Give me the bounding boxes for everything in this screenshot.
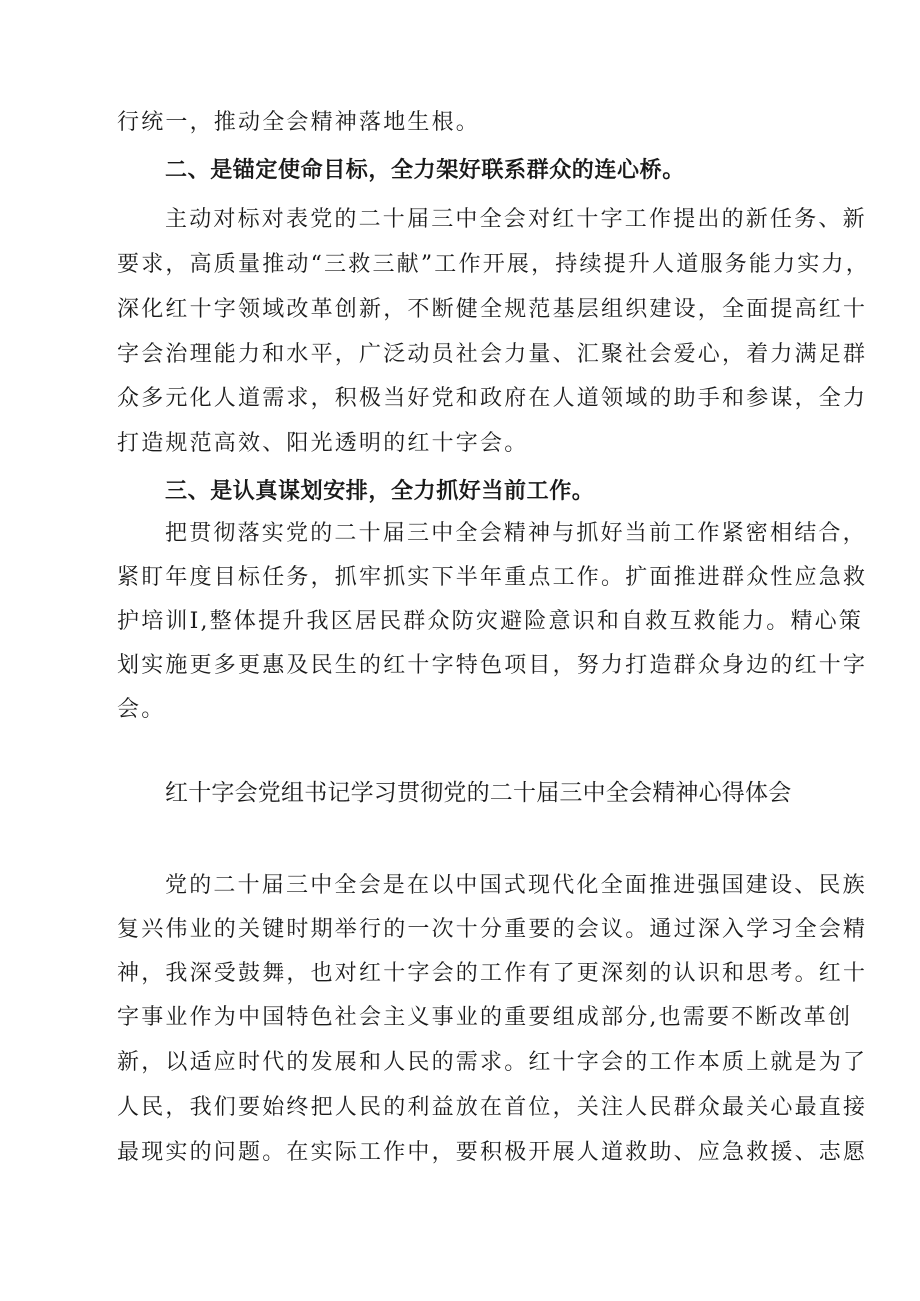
- article-title: 红十字会党组书记学习贯彻党的二十届三中全会精神心得体会: [165, 780, 792, 806]
- paragraph-line: 众多元化人道需求，积极当好党和政府在人道领域的助手和参谋，全力: [117, 386, 868, 411]
- paragraph-line: 字会治理能力和水平，广泛动员社会力量、汇聚社会爱心，着力满足群: [117, 342, 868, 367]
- paragraph-line: 打造规范高效、阳光透明的红十字会。: [117, 431, 529, 456]
- paragraph-line: 紧盯年度目标任务，抓牢抓实下半年重点工作。扩面推进群众性应急救: [117, 565, 868, 590]
- section-heading-two: 二、是锚定使命目标，全力架好联系群众的连心桥。: [165, 158, 685, 183]
- paragraph-line: 主动对标对表党的二十届三中全会对红十字工作提出的新任务、新: [165, 207, 867, 232]
- paragraph-line: 党的二十届三中全会是在以中国式现代化全面推进强国建设、民族: [165, 873, 867, 898]
- paragraph-line: 护培训I,整体提升我区居民群众防灾避险意识和自救互救能力。精心策: [117, 609, 864, 634]
- paragraph-line: 会。: [117, 697, 166, 722]
- paragraph-line: 复兴伟业的关键时期举行的一次十分重要的会议。通过深入学习全会精: [117, 917, 868, 942]
- paragraph-line: 神，我深受鼓舞，也对红十字会的工作有了更深刻的认识和思考。红十: [117, 961, 868, 986]
- paragraph-line: 深化红十字领域改革创新，不断健全规范基层组织建设，全面提高红十: [117, 297, 868, 322]
- paragraph-line: 把贯彻落实党的二十届三中全会精神与抓好当前工作紧密相结合，: [165, 521, 867, 546]
- section-heading-three: 三、是认真谋划安排，全力抓好当前工作。: [165, 479, 595, 504]
- paragraph-line: 字事业作为中国特色社会主义事业的重要组成部分,也需要不断改革创: [117, 1005, 853, 1030]
- paragraph-line: 要求，高质量推动“三救三献”工作开展，持续提升人道服务能力实力，: [117, 252, 870, 277]
- paragraph-line: 新，以适应时代的发展和人民的需求。红十字会的工作本质上就是为了: [117, 1050, 868, 1075]
- paragraph-line: 划实施更多更惠及民生的红十字特色项目，努力打造群众身边的红十字: [117, 653, 868, 678]
- paragraph-line: 最现实的问题。在实际工作中，要积极开展人道救助、应急救援、志愿: [117, 1140, 868, 1165]
- paragraph-line: 人民，我们要始终把人民的利益放在首位，关注人民群众最关心最直接: [117, 1095, 868, 1120]
- paragraph-line: 行统一，推动全会精神落地生根。: [117, 110, 481, 135]
